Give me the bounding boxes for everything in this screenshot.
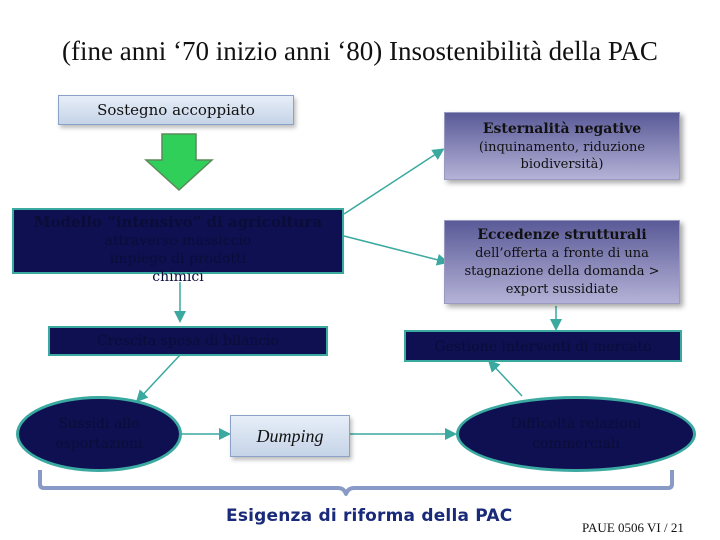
arrow-difficolta-gestione — [490, 362, 522, 396]
node-esternalita-negative — [444, 112, 680, 180]
bottom-brace — [40, 470, 672, 494]
page-number: PAUE 0506 VI / 21 — [582, 520, 684, 535]
node-sussidi-esportazioni — [16, 396, 182, 472]
node-eccedenze-strutturali — [444, 220, 680, 304]
node-sostegno-label: Sostegno accoppiato — [97, 101, 255, 119]
node-crescita-label: Crescita spesa di bilancio — [97, 333, 279, 349]
arrow-modello-eccedenze — [344, 236, 446, 262]
arrow-modello-esternalita — [344, 150, 442, 214]
node-sussidi-label: Sussidi alle esportazioni — [55, 416, 143, 452]
node-sostegno-accoppiato — [58, 95, 294, 125]
conclusion-text: Esigenza di riforma della PAC — [226, 506, 513, 526]
arrow-crescita-sussidi — [138, 355, 180, 400]
node-gestione-interventi — [404, 330, 682, 362]
big-down-arrow — [146, 134, 212, 190]
node-dumping-label: Dumping — [256, 426, 324, 446]
node-esternalita-heading: Esternalità negative — [482, 121, 642, 137]
node-difficolta-label: Difficoltà relazioni commerciali — [510, 416, 642, 452]
node-dumping — [230, 415, 350, 457]
node-eccedenze-body: dell’offerta a fronte di una stagnazione della domanda > export sussidiate — [464, 246, 660, 297]
node-difficolta-relazioni — [456, 396, 696, 472]
node-modello-intensivo — [12, 208, 344, 285]
node-esternalita-body: (inquinamento, riduzione biodiversità) — [478, 140, 646, 172]
slide-title: (fine anni ‘70 inizio anni ‘80) Insostenibilità della PAC — [62, 36, 658, 66]
node-eccedenze-heading: Eccedenze strutturali — [477, 227, 647, 243]
node-gestione-label: Gestione interventi di mercato — [434, 339, 652, 355]
node-modello-heading: Modello “intensivo” di agricoltura — [33, 213, 323, 231]
node-modello-body: attraverso massiccio impiego di prodotti chimici — [104, 233, 252, 285]
node-crescita-spesa — [48, 326, 328, 356]
